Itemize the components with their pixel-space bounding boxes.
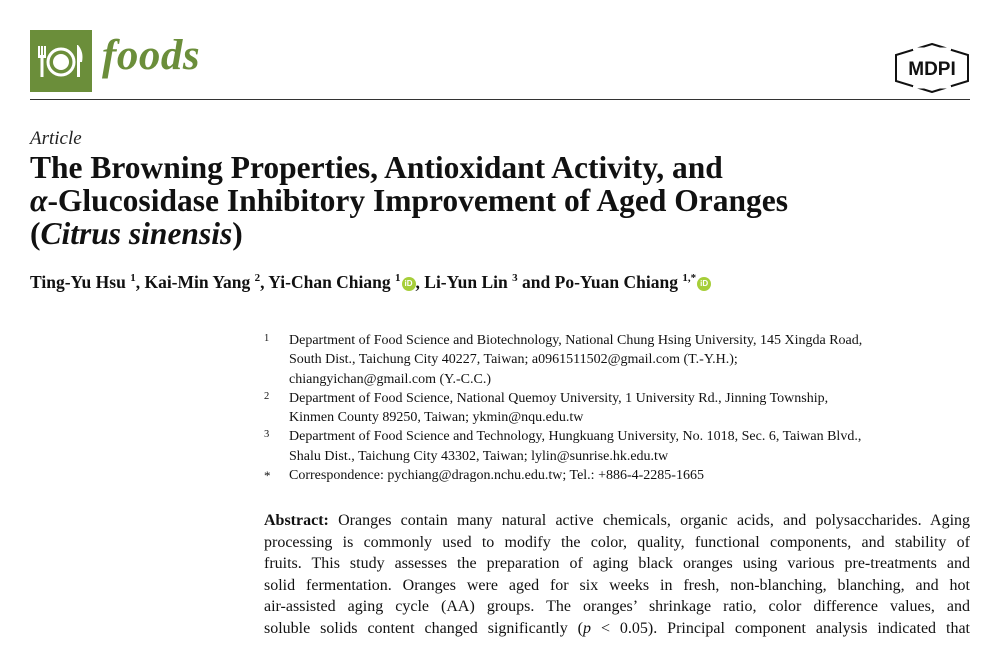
affiliation-mark: 3: [264, 429, 270, 441]
author-name[interactable]: Ting-Yu Hsu: [30, 272, 126, 292]
author-list: [30, 272, 711, 293]
title-line-2-text: -Glucosidase Inhibitory Improvement of Aged Oranges: [47, 183, 788, 218]
orcid-icon[interactable]: iD: [697, 277, 711, 291]
title-paren-close: ): [232, 216, 243, 251]
affiliation-line: Department of Food Science, National Quemoy University, 1 University Rd., Jinning Township,: [289, 390, 829, 406]
correspondence-mark: *: [264, 468, 271, 484]
abstract-line: [264, 618, 970, 640]
affiliation-line: Department of Food Science and Technology, Hungkuang University, No. 1018, Sec. 6, Taiwan Blvd.,: [289, 429, 862, 445]
header-divider: [30, 99, 970, 100]
author-name[interactable]: Yi-Chan Chiang: [268, 272, 391, 292]
title-alpha: α: [30, 183, 48, 218]
affiliation-item: [264, 389, 974, 428]
article-type: Article: [30, 128, 82, 149]
title-line-2: [30, 184, 970, 217]
article-title: [30, 151, 970, 250]
author-name[interactable]: Li-Yun Lin: [424, 272, 508, 292]
abstract-line: [264, 510, 970, 532]
abstract-line: air-assisted aging cycle (AA) groups. The oranges’ shrinkage ratio, color difference values, and: [264, 598, 970, 616]
abstract-line-text: < 0.05). Principal component analysis indicated that: [591, 619, 970, 637]
title-paren-open: (: [30, 216, 41, 251]
abstract-line: fruits. This study assesses the preparation of aging black oranges using various pre-treatments and: [264, 555, 970, 573]
affiliation-line: Department of Food Science and Biotechnology, National Chung Hsing University, 145 Xingda Road,: [289, 333, 863, 348]
abstract-label: Abstract:: [264, 512, 329, 529]
author-separator: ,: [415, 272, 425, 292]
affiliation-line: chiangyichan@gmail.com (Y.-C.C.): [289, 371, 491, 387]
correspondence-line[interactable]: Correspondence: pychiang@dragon.nchu.edu.tw; Tel.: +886-4-2285-1665: [289, 468, 704, 484]
affiliation-line: South Dist., Taichung City 40227, Taiwan; a0961511502@gmail.com (T.-Y.H.);: [289, 352, 738, 368]
affiliation-mark: 1: [264, 333, 270, 344]
publisher-logo-icon: [893, 43, 971, 93]
journal-logo-plate-icon: [30, 30, 92, 92]
affiliation-mark: 2: [264, 390, 270, 402]
author-affil-mark: 1: [395, 272, 401, 285]
abstract: [264, 510, 970, 640]
author-name[interactable]: Kai-Min Yang: [144, 272, 251, 292]
title-line-3: [30, 217, 970, 250]
affiliation-item: [264, 427, 974, 466]
correspondence-item: [264, 466, 974, 485]
affiliation-item: [264, 331, 974, 389]
abstract-line-text: soluble solids content changed significantly (: [264, 619, 583, 637]
author-affil-mark: 2: [254, 272, 261, 285]
publisher-name: MDPI: [908, 59, 956, 80]
affiliation-line: Shalu Dist., Taichung City 43302, Taiwan; lylin@sunrise.hk.edu.tw: [289, 448, 669, 464]
author-affil-mark: 1,*: [682, 272, 697, 285]
author-separator: and: [517, 272, 555, 292]
author-separator: ,: [135, 272, 145, 292]
abstract-line-text: Oranges contain many natural active chemicals, organic acids, and polysaccharides. Aging: [338, 512, 971, 529]
author-name[interactable]: Po-Yuan Chiang: [554, 272, 678, 292]
author-affil-mark: 1: [130, 272, 136, 285]
author-affil-mark: 3: [512, 272, 518, 285]
orcid-icon[interactable]: iD: [402, 277, 416, 291]
title-line-1: The Browning Properties, Antioxidant Activity, and: [30, 150, 723, 185]
abstract-line: solid fermentation. Oranges were aged for six weeks in fresh, non-blanching, blanching, and hot: [264, 576, 970, 594]
affiliations: [264, 331, 974, 485]
abstract-line: processing is commonly used to modify the color, quality, functional components, and stability of: [264, 533, 970, 551]
affiliation-line: Kinmen County 89250, Taiwan; ykmin@nqu.edu.tw: [289, 410, 584, 426]
title-species: Citrus sinensis: [40, 216, 233, 251]
p-value-symbol: p: [583, 619, 591, 637]
journal-name: foods: [102, 32, 201, 79]
author-separator: ,: [260, 272, 269, 292]
